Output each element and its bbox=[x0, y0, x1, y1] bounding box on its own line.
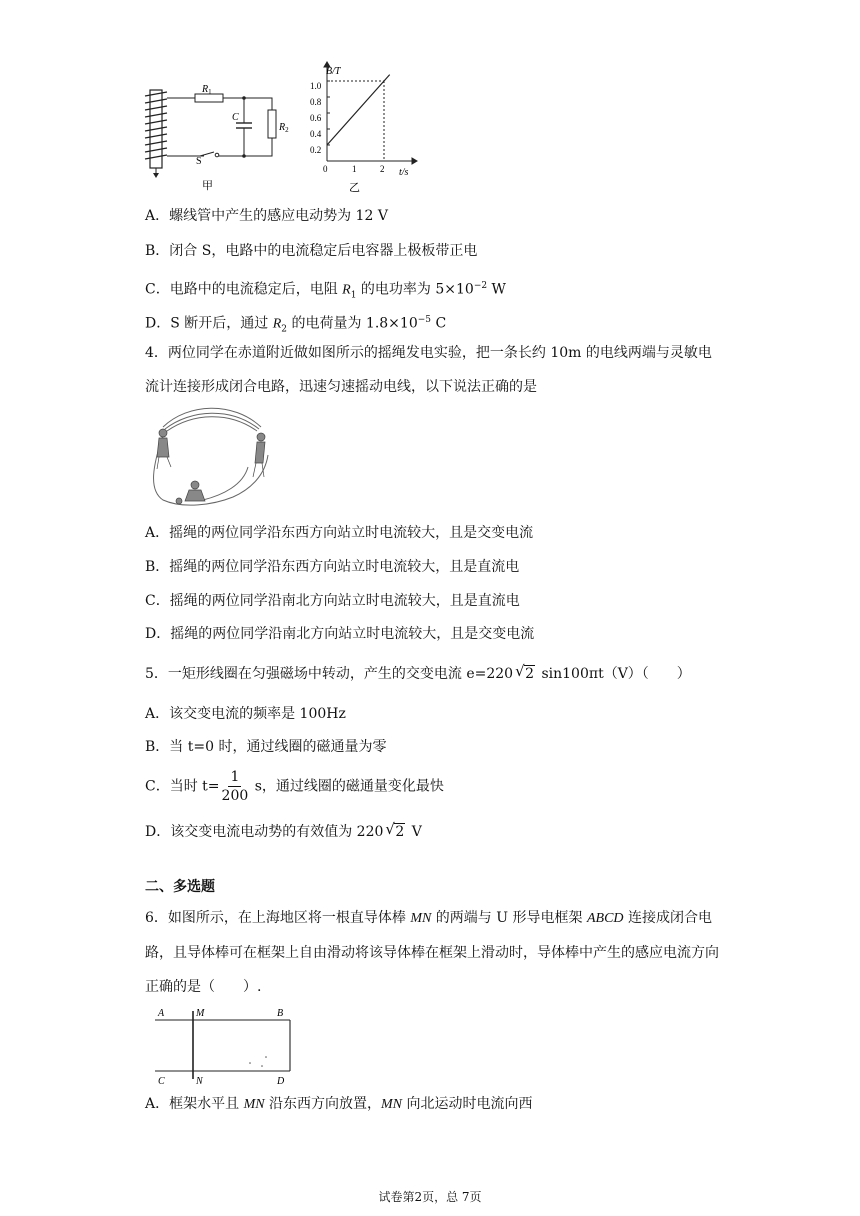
q5-option-b: B．当 t=0 时，通过线圈的磁通量为零 bbox=[145, 739, 387, 755]
q4-option-d: D．摇绳的两位同学沿南北方向站立时电流较大，且是交变电流 bbox=[145, 626, 535, 642]
frame-figure bbox=[150, 1003, 300, 1086]
sqrt-symbol: √ 2 bbox=[515, 662, 535, 682]
label-n: N bbox=[196, 1076, 203, 1086]
y-axis-label: B/T bbox=[326, 66, 341, 77]
q4-option-b: B．摇绳的两位同学沿东西方向站立时电流较大，且是直流电 bbox=[145, 559, 520, 575]
r1-label: $R_1$ bbox=[202, 84, 212, 96]
series-line bbox=[327, 75, 390, 145]
label-b: B bbox=[277, 1008, 284, 1019]
x-tick-2: 2 bbox=[380, 164, 385, 174]
y-tick-2: 0.6 bbox=[310, 113, 322, 123]
q3-option-b: B．闭合 S，电路中的电流稳定后电容器上极板带正电 bbox=[145, 243, 478, 259]
fraction: $\frac{1}{200}$ bbox=[221, 769, 249, 804]
label-a: A bbox=[158, 1008, 165, 1019]
q6-stem: 6．如图所示，在上海地区将一根直导体棒 MN 的两端与 U 形导电框架 ABCD 连接成闭合电路，且导体棒可在框架上自由滑动将该导体棒在框架上滑动时，导体棒中产生的感应电流方向正确的是（ ）. bbox=[145, 910, 719, 995]
y-tick-1: 0.4 bbox=[310, 129, 322, 139]
q5-option-a: A．该交变电流的频率是 100Hz bbox=[145, 706, 346, 722]
page-footer: 试卷第2页，总 7页 bbox=[378, 1190, 482, 1204]
label-m: M bbox=[196, 1008, 205, 1019]
y-tick-4: 1.0 bbox=[310, 81, 322, 91]
q4-option-c: C．摇绳的两位同学沿南北方向站立时电流较大，且是直流电 bbox=[145, 593, 520, 609]
x-tick-1: 1 bbox=[352, 164, 357, 174]
cap-label: C bbox=[232, 112, 239, 123]
label-c: C bbox=[158, 1076, 165, 1086]
q6-option-a: A．框架水平且 MN 沿东西方向放置，MN 向北运动时电流向西 bbox=[145, 1096, 533, 1112]
bt-graph bbox=[305, 58, 423, 195]
label-d: D bbox=[277, 1076, 285, 1086]
q5-stem: 5．一矩形线圈在匀强磁场中转动，产生的交变电流 e=220 √ 2 sin100πt（V）（ ） bbox=[145, 662, 691, 682]
r2-label: $R_2$ bbox=[279, 122, 289, 134]
y-tick-0: 0.2 bbox=[310, 145, 322, 155]
q3-option-c: C．电路中的电流稳定后，电阻 $R_1$ 的电功率为 $5\times 10^{-2}$ W bbox=[145, 281, 506, 301]
q4-stem: 4．两位同学在赤道附近做如图所示的摇绳发电实验，把一条长约 10m 的电线两端与灵敏电流计连接形成闭合电路，迅速匀速摇动电线，以下说法正确的是 bbox=[145, 345, 712, 395]
figure-caption-jia: 甲 bbox=[202, 180, 213, 192]
rope-experiment-figure bbox=[143, 405, 278, 511]
q3-option-a: A．螺线管中产生的感应电动势为 12 V bbox=[145, 208, 388, 224]
x-axis-arrow bbox=[412, 158, 417, 164]
x-axis-label: t/s bbox=[399, 167, 409, 178]
q5-option-d: D．该交变电流电动势的有效值为 220 √ 2 V bbox=[145, 820, 422, 840]
q5-option-c: C．当时 t= $\frac{1}{200}$ s，通过线圈的磁通量变化最快 bbox=[145, 769, 444, 804]
y-tick-3: 0.8 bbox=[310, 97, 322, 107]
q4-option-a: A．摇绳的两位同学沿东西方向站立时电流较大，且是交变电流 bbox=[145, 525, 534, 541]
section-heading: 二、多选题 bbox=[145, 879, 215, 895]
q3-option-d: D．S 断开后，通过 $R_2$ 的电荷量为 $1.8\times 10^{-5}$ C bbox=[145, 315, 447, 335]
figure-caption-yi: 乙 bbox=[349, 182, 360, 194]
x-tick-0: 0 bbox=[323, 164, 328, 174]
sqrt-symbol: √ 2 bbox=[385, 820, 405, 840]
circuit-figure bbox=[140, 70, 290, 195]
switch-label: S bbox=[196, 156, 202, 167]
